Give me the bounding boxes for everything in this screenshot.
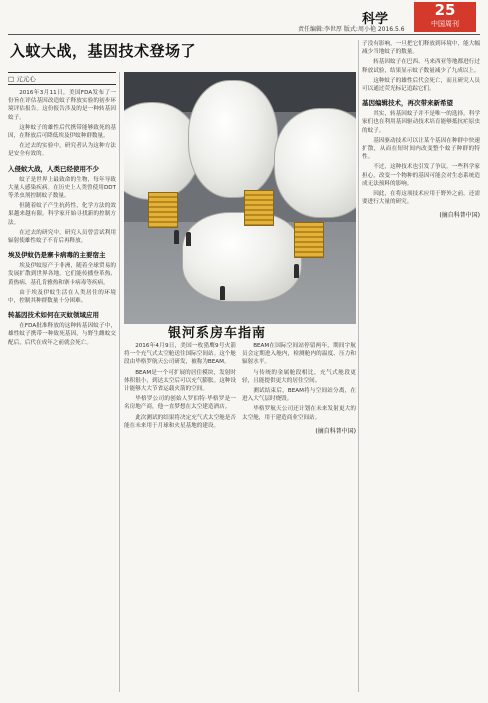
article-title: 银河系房车指南: [168, 326, 267, 341]
paragraph: 但随着蚊子产生抗药性，化学方法的效果越来越有限。科学家开始寻找新的控制方法。: [8, 203, 116, 226]
paragraph: 子没有影响，一旦把它们释放到环境中，能大幅减少当地蚊子的数量。: [362, 41, 480, 56]
subheading: 转基因技术如何在灭蚊领域应用: [8, 311, 99, 320]
person-figure: [294, 264, 299, 278]
left-column: [8, 72, 116, 692]
paragraph: 在FDA批准释放的这种转基因蚊子中，雄性蚊子携带一种致死基因，与野生雌蚊交配后，后代在成年之前就会死亡。: [8, 323, 116, 346]
column-tag: □ 元元心: [8, 72, 116, 85]
paragraph: 与传统的金属舱段相比，充气式舱段更轻，且能提供更大的居住空间。: [242, 369, 356, 384]
paragraph: 测试结束后，BEAM将与空间站分离，在进入大气层时烧毁。: [242, 388, 356, 403]
paragraph: 在过去的实验中，研究者认为这种方法是安全有效的。: [8, 143, 116, 158]
yellow-stairs: [148, 192, 178, 228]
yellow-stairs: [294, 222, 324, 258]
page-header: [0, 0, 488, 34]
habitat-photo: [124, 72, 356, 324]
paragraph: 毕格罗航天公司还计划在未来发射更大的太空舱，用于建造商业空间站。: [242, 406, 356, 421]
paragraph: 埃及伊蚊原产于非洲，随着全球贸易的发展扩散到世界各地。它们能传播登革热、黄热病、基孔肯雅热和寨卡病毒等疾病。: [8, 263, 116, 286]
subheading: 入侵蚊大战，人类已经使用不少: [8, 164, 99, 173]
right-column: [362, 40, 480, 692]
paper-name: 中国周刊: [431, 20, 459, 28]
paragraph: 毕格罗公司的创始人罗伯特·毕格罗是一名房地产商，他一直梦想在太空建造酒店。: [124, 396, 236, 411]
article-headline: 入蚊大战，基因技术登场了: [10, 42, 197, 60]
paragraph: 这种蚊子的雄性后代会死亡，而且研究人员可以通过荧光标记追踪它们。: [362, 77, 480, 93]
paragraph: 这种蚊子的雄性后代携带能够致死的基因，在释放后可降低埃及伊蚊种群数量。: [8, 124, 116, 140]
source-credit: (摘自科普中国): [439, 212, 480, 220]
yellow-stairs: [244, 190, 274, 226]
paragraph: 转基因蚊子在巴西、马来西亚等地都进行过释放试验，结果显示蚊子数量减少了九成以上。: [362, 59, 480, 74]
paragraph: 蚊子是世界上最致命的生物，每年导致大量人感染疾病。在历史上人类曾使用DDT等杀虫剂控制蚊子数量。: [8, 176, 116, 200]
paragraph: 不过，这种技术也引发了争议。一些科学家担心，改变一个物种的基因可能会对生态系统造成无法预料的影响。: [362, 164, 480, 187]
paragraph: BEAM是一个可扩展的居住模块，发射时体积很小，到达太空后可以充气膨胀。这种设计能够大大节省运载火箭的空间。: [124, 369, 236, 393]
paragraph: 基因驱动技术可以让某个基因在种群中快速扩散，从而在短时间内改变整个蚊子种群的特性。: [362, 137, 480, 161]
edition-meta: 责任编辑:李世厚 版式:周小艳 2016.5.6: [298, 26, 405, 33]
page-badge: [414, 2, 476, 32]
subheading: 埃及伊蚊仍是寨卡病毒的主要宿主: [8, 251, 106, 260]
paragraph: BEAM在国际空间站停留两年，期间宇航员会定期进入舱内，检测舱内的温度、压力和辐射水平。: [242, 343, 356, 366]
person-figure: [174, 230, 179, 244]
person-figure: [220, 286, 225, 300]
paragraph: 此次测试的结果将决定充气式太空舱是否能在未来用于月球和火星基地的建设。: [124, 414, 236, 429]
paragraph: 其实，转基因蚊子并不是唯一的选择。科学家们也在利用基因驱动技术培育能够抵抗疟原虫的蚊子。: [362, 111, 480, 134]
article-column-2: [242, 342, 356, 692]
column-divider: [358, 40, 359, 692]
page-number: 25: [434, 1, 456, 19]
paragraph: 2016年4月9日，美国一枚猎鹰9号火箭将一个充气式太空舱送往国际空间站。这个舱段由毕格罗航天公司研发，被称为BEAM。: [124, 343, 236, 366]
header-rule: [8, 34, 480, 35]
subheading: 基因编辑技术，再次带来新希望: [362, 99, 453, 108]
habitat-module: [182, 212, 302, 302]
habitat-module: [274, 108, 356, 218]
paragraph: 由于埃及伊蚊生活在人类居住的环境中，控制其种群数量十分困难。: [8, 289, 116, 305]
source-credit: (摘自科普中国): [315, 427, 356, 435]
person-figure: [186, 232, 191, 246]
habitat-module: [188, 80, 278, 198]
paragraph: 在过去的研究中，研究人员曾尝试利用辐射使雄性蚊子不育后再释放。: [8, 229, 116, 245]
section-title: 科学: [362, 12, 389, 27]
paragraph: 因此，在将这项技术应用于野外之前，还需要进行大量的研究。: [362, 191, 480, 206]
paragraph: 2016年3月11日，美国FDA发布了一份旨在评估基因改造蚊子释放实验的初步环境评估报告。这份报告涉及的是一种转基因蚊子。: [8, 90, 116, 121]
article-column-1: [124, 342, 236, 692]
column-divider: [119, 72, 120, 692]
